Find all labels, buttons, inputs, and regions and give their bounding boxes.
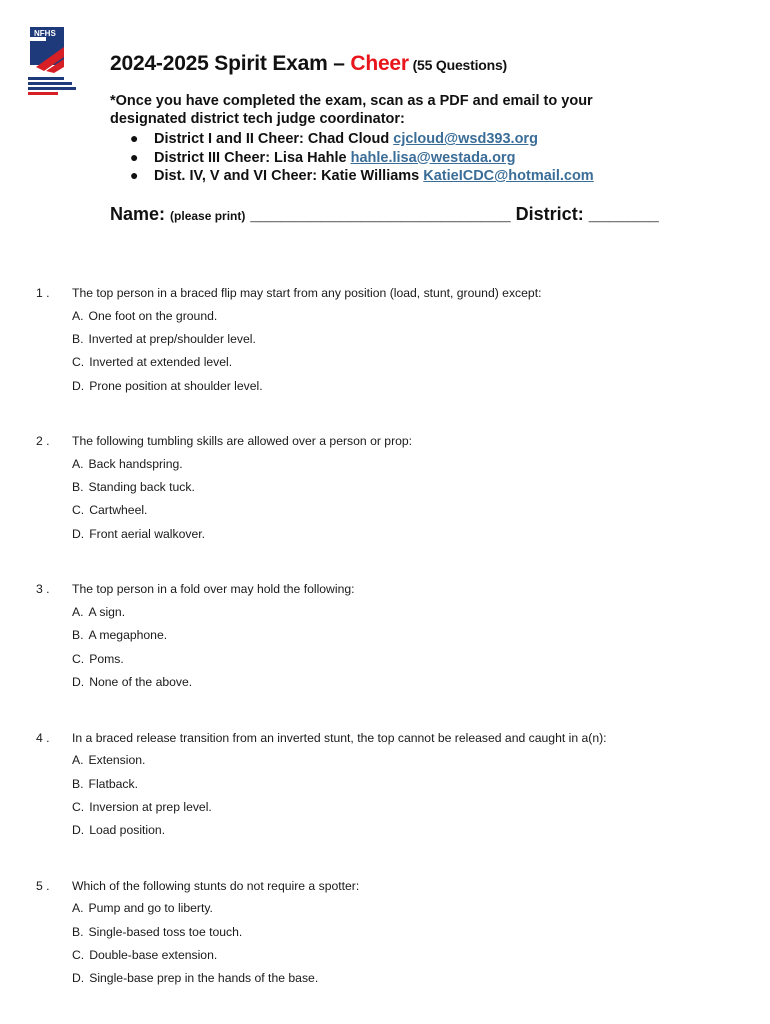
option-letter: D. <box>72 823 85 838</box>
answer-option <box>72 920 736 943</box>
option-letter: D. <box>72 674 85 689</box>
question-3 <box>36 578 736 693</box>
option-text: Single-based toss toe touch. <box>88 924 243 939</box>
option-letter: D. <box>72 971 85 986</box>
answer-option <box>72 327 736 350</box>
answer-option <box>72 600 736 623</box>
option-letter: B. <box>72 924 84 939</box>
instructions <box>110 92 750 128</box>
option-letter: B. <box>72 331 84 346</box>
answer-option <box>72 897 736 920</box>
instructions-line-2: designated district tech judge coordinator: <box>110 111 405 127</box>
question-1 <box>36 282 736 397</box>
option-text: Inversion at prep level. <box>89 799 212 814</box>
option-letter: A. <box>72 605 84 620</box>
option-text: Extension. <box>88 753 146 768</box>
svg-text:NFHS: NFHS <box>34 29 56 38</box>
option-letter: D. <box>72 378 85 393</box>
option-text: Flatback. <box>88 776 138 791</box>
question-5 <box>36 875 736 990</box>
option-letter: A. <box>72 901 84 916</box>
contact-label: District III Cheer: Lisa Hahle <box>154 149 347 166</box>
answer-option <box>72 647 736 670</box>
answer-option <box>72 624 736 647</box>
bullet-icon: ● <box>130 130 139 146</box>
email-link[interactable]: cjcloud@wsd393.org <box>393 131 538 147</box>
answer-option <box>72 818 736 841</box>
question-number: 4 . <box>36 730 50 745</box>
option-text: Single-base prep in the hands of the base. <box>89 971 319 986</box>
option-text: Front aerial walkover. <box>89 526 206 541</box>
contact-label: Dist. IV, V and VI Cheer: Katie Williams <box>154 168 420 184</box>
district-blank[interactable]: _______ <box>588 203 659 224</box>
answer-option <box>72 795 736 818</box>
option-text: Cartwheel. <box>89 503 148 518</box>
option-letter: A. <box>72 753 84 768</box>
answer-option <box>72 351 736 374</box>
email-link[interactable]: KatieICDC@hotmail.com <box>423 168 594 184</box>
option-text: Standing back tuck. <box>88 480 195 495</box>
answer-option <box>72 772 736 795</box>
answer-option <box>72 452 736 475</box>
option-letter: C. <box>72 355 85 370</box>
instructions-line-1: *Once you have completed the exam, scan as a PDF and email to your <box>110 93 593 109</box>
question-text: In a braced release transition from an inverted stunt, the top cannot be released and caught in a(n): <box>72 730 607 745</box>
question-2 <box>36 430 736 545</box>
option-text: Inverted at extended level. <box>89 355 233 370</box>
question-text: The following tumbling skills are allowed over a person or prop: <box>72 434 413 449</box>
option-text: None of the above. <box>89 674 193 689</box>
answer-option <box>72 967 736 990</box>
question-number: 2 . <box>36 434 50 449</box>
option-letter: C. <box>72 947 85 962</box>
answer-option <box>72 749 736 772</box>
option-text: Double-base extension. <box>89 947 218 962</box>
nfhs-logo <box>28 27 80 99</box>
email-link[interactable]: hahle.lisa@westada.org <box>350 149 516 166</box>
name-label: Name: <box>110 203 171 224</box>
option-letter: C. <box>72 503 85 518</box>
answer-option <box>72 499 736 522</box>
option-letter: C. <box>72 799 85 814</box>
option-text: Load position. <box>89 823 166 838</box>
question-text: Which of the following stunts do not require a spotter: <box>72 878 360 893</box>
title-main: 2024-2025 Spirit Exam – <box>110 52 351 75</box>
contact-item <box>130 149 750 168</box>
question-number: 5 . <box>36 878 50 893</box>
answer-option <box>72 475 736 498</box>
option-text: A megaphone. <box>88 628 168 643</box>
exam-title <box>110 52 750 76</box>
title-accent: Cheer <box>350 52 409 75</box>
bullet-icon: ● <box>130 167 139 183</box>
name-blank[interactable]: __________________________ <box>245 203 516 224</box>
option-text: Back handspring. <box>88 456 183 471</box>
option-text: Poms. <box>89 651 124 666</box>
option-letter: B. <box>72 776 84 791</box>
question-text: The top person in a braced flip may start from any position (load, stunt, ground) except: <box>72 286 542 300</box>
option-letter: C. <box>72 651 85 666</box>
option-text: Pump and go to liberty. <box>88 901 213 916</box>
question-text: The top person in a fold over may hold the following: <box>72 582 355 597</box>
option-letter: D. <box>72 526 85 541</box>
option-text: A sign. <box>88 605 126 620</box>
question-number: 1 . <box>36 286 50 300</box>
question-list <box>36 282 736 1023</box>
question-4 <box>36 727 736 842</box>
option-text: Prone position at shoulder level. <box>89 378 263 393</box>
exam-header <box>110 52 750 225</box>
district-label: District: <box>515 203 589 224</box>
name-district-line <box>110 204 750 225</box>
contact-item <box>130 167 750 186</box>
option-letter: B. <box>72 480 84 495</box>
option-text: One foot on the ground. <box>88 308 218 323</box>
answer-option <box>72 304 736 327</box>
option-letter: A. <box>72 308 84 323</box>
answer-option <box>72 670 736 693</box>
option-text: Inverted at prep/shoulder level. <box>88 331 256 346</box>
option-letter: A. <box>72 456 84 471</box>
answer-option <box>72 943 736 966</box>
contact-label: District I and II Cheer: Chad Cloud <box>154 131 390 147</box>
answer-option <box>72 522 736 545</box>
name-hint: (please print) <box>170 208 246 223</box>
question-number: 3 . <box>36 582 50 597</box>
answer-option <box>72 374 736 397</box>
option-letter: B. <box>72 628 84 643</box>
bullet-icon: ● <box>130 148 139 165</box>
contact-item <box>130 130 750 149</box>
title-suffix: (55 Questions) <box>408 57 508 73</box>
contact-list <box>110 130 750 186</box>
